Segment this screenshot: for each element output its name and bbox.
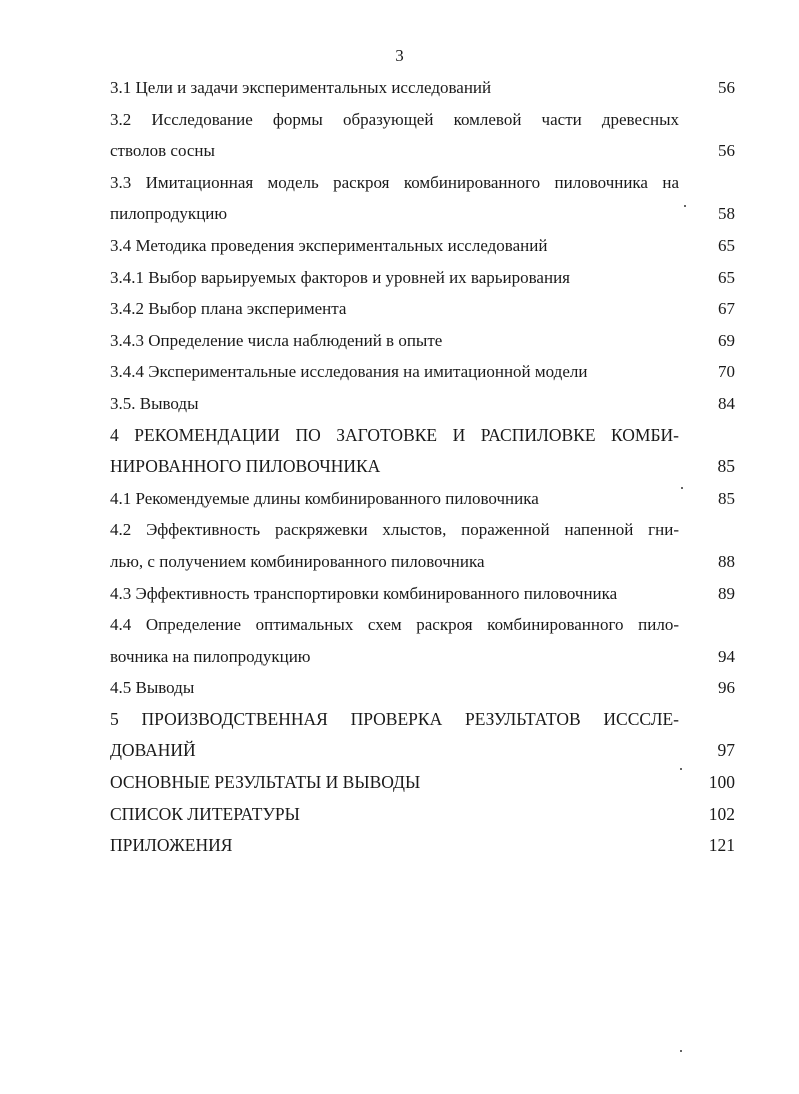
toc-entry-line: 4.3 Эффективность транспортировки комбинированного пиловочника	[110, 583, 618, 603]
toc-entry-title	[110, 262, 699, 294]
scan-speck	[680, 768, 682, 770]
toc-entry-line: стволов сосны	[110, 141, 215, 161]
toc-entry-line: 4.2 Эффективность раскряжевки хлыстов, пораженной напенной гни-	[110, 520, 679, 540]
toc-entry-line: 3.4.3 Определение числа наблюдений в опыте	[110, 330, 443, 350]
toc-entry	[110, 672, 735, 704]
toc-entry-title	[110, 830, 699, 862]
toc-entry-page-number: 56	[718, 78, 735, 97]
toc-entry-page-number: 102	[708, 803, 735, 824]
toc-entry-title	[110, 514, 699, 577]
toc-entry-title	[110, 104, 699, 167]
toc-entry-line: 4.4 Определение оптимальных схем раскроя комбинированного пило-	[110, 615, 679, 635]
toc-entry-line: 3.4.4 Экспериментальные исследования на имитационной модели	[110, 362, 588, 382]
toc-entry-page-number: 121	[708, 835, 735, 856]
toc-entry	[110, 420, 735, 483]
toc-entry	[110, 704, 735, 767]
scan-speck	[684, 205, 686, 207]
toc-entry-page-number: 88	[718, 551, 735, 571]
toc-entry-line: ОСНОВНЫЕ РЕЗУЛЬТАТЫ И ВЫВОДЫ	[110, 772, 421, 793]
toc-entry-title	[110, 420, 699, 483]
toc-entry	[110, 104, 735, 167]
page-number: 3	[395, 46, 404, 65]
toc-entry-title	[110, 325, 699, 357]
toc-entry-page-number: 85	[717, 456, 735, 477]
toc-entry	[110, 483, 735, 515]
toc-entry	[110, 514, 735, 577]
scan-speck	[681, 487, 683, 489]
toc-entry-page-number: 89	[718, 583, 735, 603]
toc-entry-title	[110, 388, 699, 420]
toc-entry-line: СПИСОК ЛИТЕРАТУРЫ	[110, 803, 300, 824]
toc-entry-page-number: 69	[718, 330, 735, 350]
toc-entry-line: 3.4 Методика проведения экспериментальных исследований	[110, 235, 548, 255]
toc-entry-page-number: 65	[718, 235, 735, 255]
toc-entry-title	[110, 167, 699, 230]
toc-entry	[110, 356, 735, 388]
toc-entry-line: 4.5 Выводы	[110, 678, 195, 698]
toc-entry	[110, 262, 735, 294]
toc-entry-line: ДОВАНИЙ	[110, 740, 196, 761]
toc-entry-line: 4 РЕКОМЕНДАЦИИ ПО ЗАГОТОВКЕ И РАСПИЛОВКЕ КОМБИ-	[110, 424, 679, 445]
toc-entry-line: НИРОВАННОГО ПИЛОВОЧНИКА	[110, 456, 381, 477]
toc-entry-title	[110, 704, 699, 767]
table-of-contents	[110, 72, 735, 862]
toc-entry-line: 3.3 Имитационная модель раскроя комбинированного пиловочника на	[110, 172, 679, 192]
toc-entry-line: пилопродукцию	[110, 204, 228, 224]
toc-entry-line: 3.2 Исследование формы образующей комлевой части древесных	[110, 109, 679, 129]
toc-entry	[110, 167, 735, 230]
toc-entry-title	[110, 72, 699, 104]
toc-entry-title	[110, 672, 699, 704]
toc-entry-page-number: 65	[718, 267, 735, 287]
toc-entry-title	[110, 578, 699, 610]
toc-entry-title	[110, 230, 699, 262]
toc-entry-line: лью, с получением комбинированного пиловочника	[110, 551, 485, 571]
toc-entry	[110, 578, 735, 610]
toc-entry-line: 3.4.2 Выбор плана эксперимента	[110, 299, 347, 319]
toc-entry	[110, 293, 735, 325]
toc-entry-page-number: 84	[718, 393, 735, 413]
toc-entry	[110, 830, 735, 862]
toc-entry-line: 4.1 Рекомендуемые длины комбинированного пиловочника	[110, 488, 539, 508]
toc-entry-page-number: 96	[718, 678, 735, 698]
toc-entry-title	[110, 483, 699, 515]
scan-speck	[680, 1050, 682, 1052]
toc-entry-page-number: 56	[718, 141, 735, 161]
toc-entry-line: вочника на пилопродукцию	[110, 646, 311, 666]
toc-entry-line: 5 ПРОИЗВОДСТВЕННАЯ ПРОВЕРКА РЕЗУЛЬТАТОВ ИСССЛЕ-	[110, 708, 679, 729]
toc-entry-line: 3.5. Выводы	[110, 393, 199, 413]
toc-entry-title	[110, 767, 699, 799]
toc-entry-line: ПРИЛОЖЕНИЯ	[110, 835, 233, 856]
toc-entry-line: 3.1 Цели и задачи экспериментальных исследований	[110, 78, 492, 97]
toc-entry	[110, 230, 735, 262]
toc-entry	[110, 72, 735, 104]
toc-entry-title	[110, 609, 699, 672]
toc-entry-title	[110, 799, 699, 831]
toc-entry	[110, 609, 735, 672]
toc-entry-page-number: 58	[718, 204, 735, 224]
toc-entry-page-number: 67	[718, 299, 735, 319]
toc-entry	[110, 799, 735, 831]
toc-entry-line: 3.4.1 Выбор варьируемых факторов и уровней их варьирования	[110, 267, 570, 287]
toc-entry-title	[110, 293, 699, 325]
toc-entry	[110, 325, 735, 357]
toc-entry	[110, 767, 735, 799]
toc-entry-page-number: 100	[708, 772, 735, 793]
toc-entry-page-number: 94	[718, 646, 735, 666]
toc-entry	[110, 388, 735, 420]
toc-entry-page-number: 97	[717, 740, 735, 761]
toc-entry-page-number: 70	[718, 362, 735, 382]
toc-entry-title	[110, 356, 699, 388]
toc-entry-page-number: 85	[718, 488, 735, 508]
